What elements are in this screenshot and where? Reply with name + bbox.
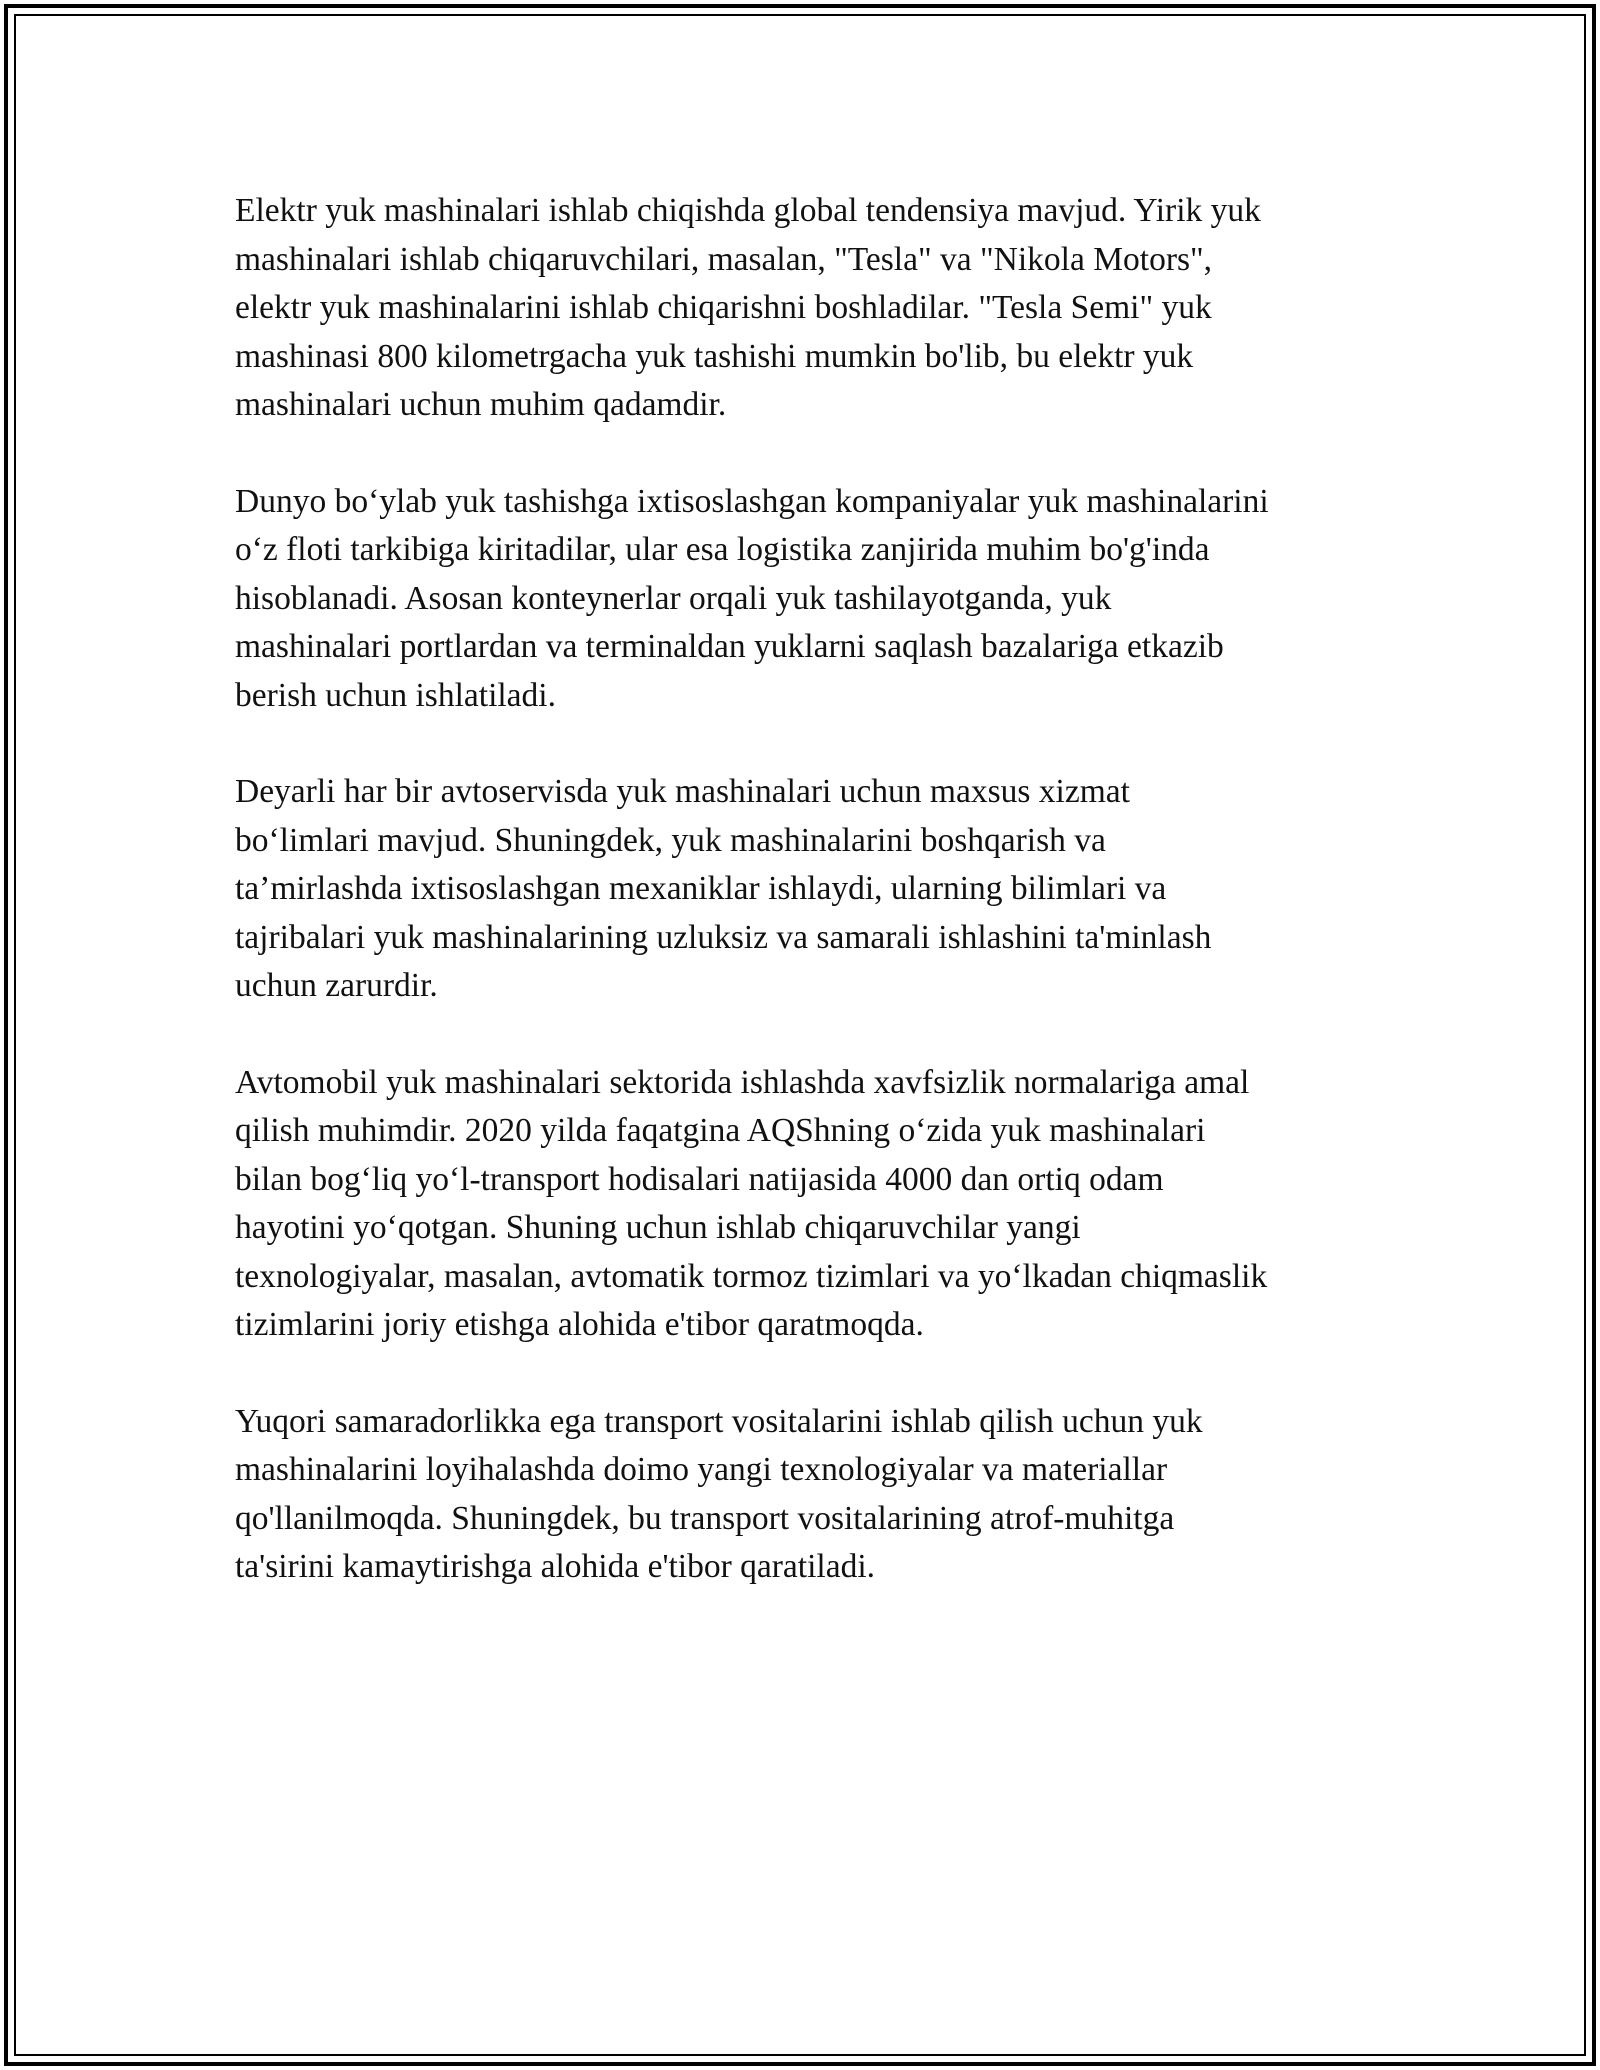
text-line: mashinasi 800 kilometrgacha yuk tashishi mumkin bo'lib, bu elektr yuk [235, 337, 1194, 375]
text-line: texnologiyalar, masalan, avtomatik tormoz tizimlari va yo‘lkadan chiqmaslik [235, 1257, 1268, 1295]
text-line: Deyarli har bir avtoservisda yuk mashinalari uchun maxsus xizmat [235, 773, 1130, 810]
text-line: bilan bog‘liq yo‘l-transport hodisalari natijasida 4000 dan ortiq odam [235, 1160, 1164, 1198]
text-line: bo‘limlari mavjud. Shuningdek, yuk mashinalarini boshqarish va [235, 821, 1106, 859]
text-line: Avtomobil yuk mashinalari sektorida ishlashda xavfsizlik normalariga amal [235, 1063, 1250, 1101]
text-line: ta'sirini kamaytirishga alohida e'tibor qaratiladi. [235, 1548, 876, 1585]
paragraph-service [235, 768, 1375, 1011]
text-line: elektr yuk mashinalarini ishlab chiqarishni boshladilar. "Tesla Semi" yuk [235, 289, 1212, 326]
text-line: hisoblanadi. Asosan konteynerlar orqali yuk tashilayotganda, yuk [235, 579, 1112, 617]
text-line: qo'llanilmoqda. Shuningdek, bu transport vositalarining atrof-muhitga [235, 1499, 1175, 1537]
document-body [235, 187, 1375, 1640]
text-line: mashinalari uchun muhim qadamdir. [235, 386, 727, 423]
text-line: uchun zarurdir. [235, 967, 438, 1004]
text-line: mashinalari ishlab chiqaruvchilari, masalan, "Tesla" va "Nikola Motors", [235, 240, 1213, 278]
text-line: Dunyo bo‘ylab yuk tashishga ixtisoslashgan kompaniyalar yuk mashinalarini [235, 482, 1269, 520]
text-line: Elektr yuk mashinalari ishlab chiqishda global tendensiya mavjud. Yirik yuk [235, 192, 1261, 229]
text-line: hayotini yo‘qotgan. Shuning uchun ishlab chiqaruvchilar yangi [235, 1209, 1081, 1246]
text-line: mashinalari portlardan va terminaldan yuklarni saqlash bazalariga etkazib [235, 628, 1224, 665]
text-line: Yuqori samaradorlikka ega transport vositalarini ishlab qilish uchun yuk [235, 1402, 1203, 1440]
text-line: ta’mirlashda ixtisoslashgan mexaniklar ishlaydi, ularning bilimlari va [235, 870, 1167, 907]
paragraph-safety [235, 1059, 1375, 1350]
paragraph-logistics [235, 478, 1375, 721]
paragraph-electric-trucks [235, 187, 1375, 430]
text-line: tizimlarini joriy etishga alohida e'tibor qaratmoqda. [235, 1306, 924, 1343]
text-line: tajribalari yuk mashinalarining uzluksiz va samarali ishlashini ta'minlash [235, 918, 1212, 956]
text-line: qilish muhimdir. 2020 yilda faqatgina AQShning o‘zida yuk mashinalari [235, 1112, 1206, 1149]
paragraph-design [235, 1398, 1375, 1592]
text-line: o‘z floti tarkibiga kiritadilar, ular esa logistika zanjirida muhim bo'g'inda [235, 531, 1210, 568]
text-line: mashinalarini loyihalashda doimo yangi texnologiyalar va materiallar [235, 1451, 1168, 1488]
text-line: berish uchun ishlatiladi. [235, 676, 556, 714]
